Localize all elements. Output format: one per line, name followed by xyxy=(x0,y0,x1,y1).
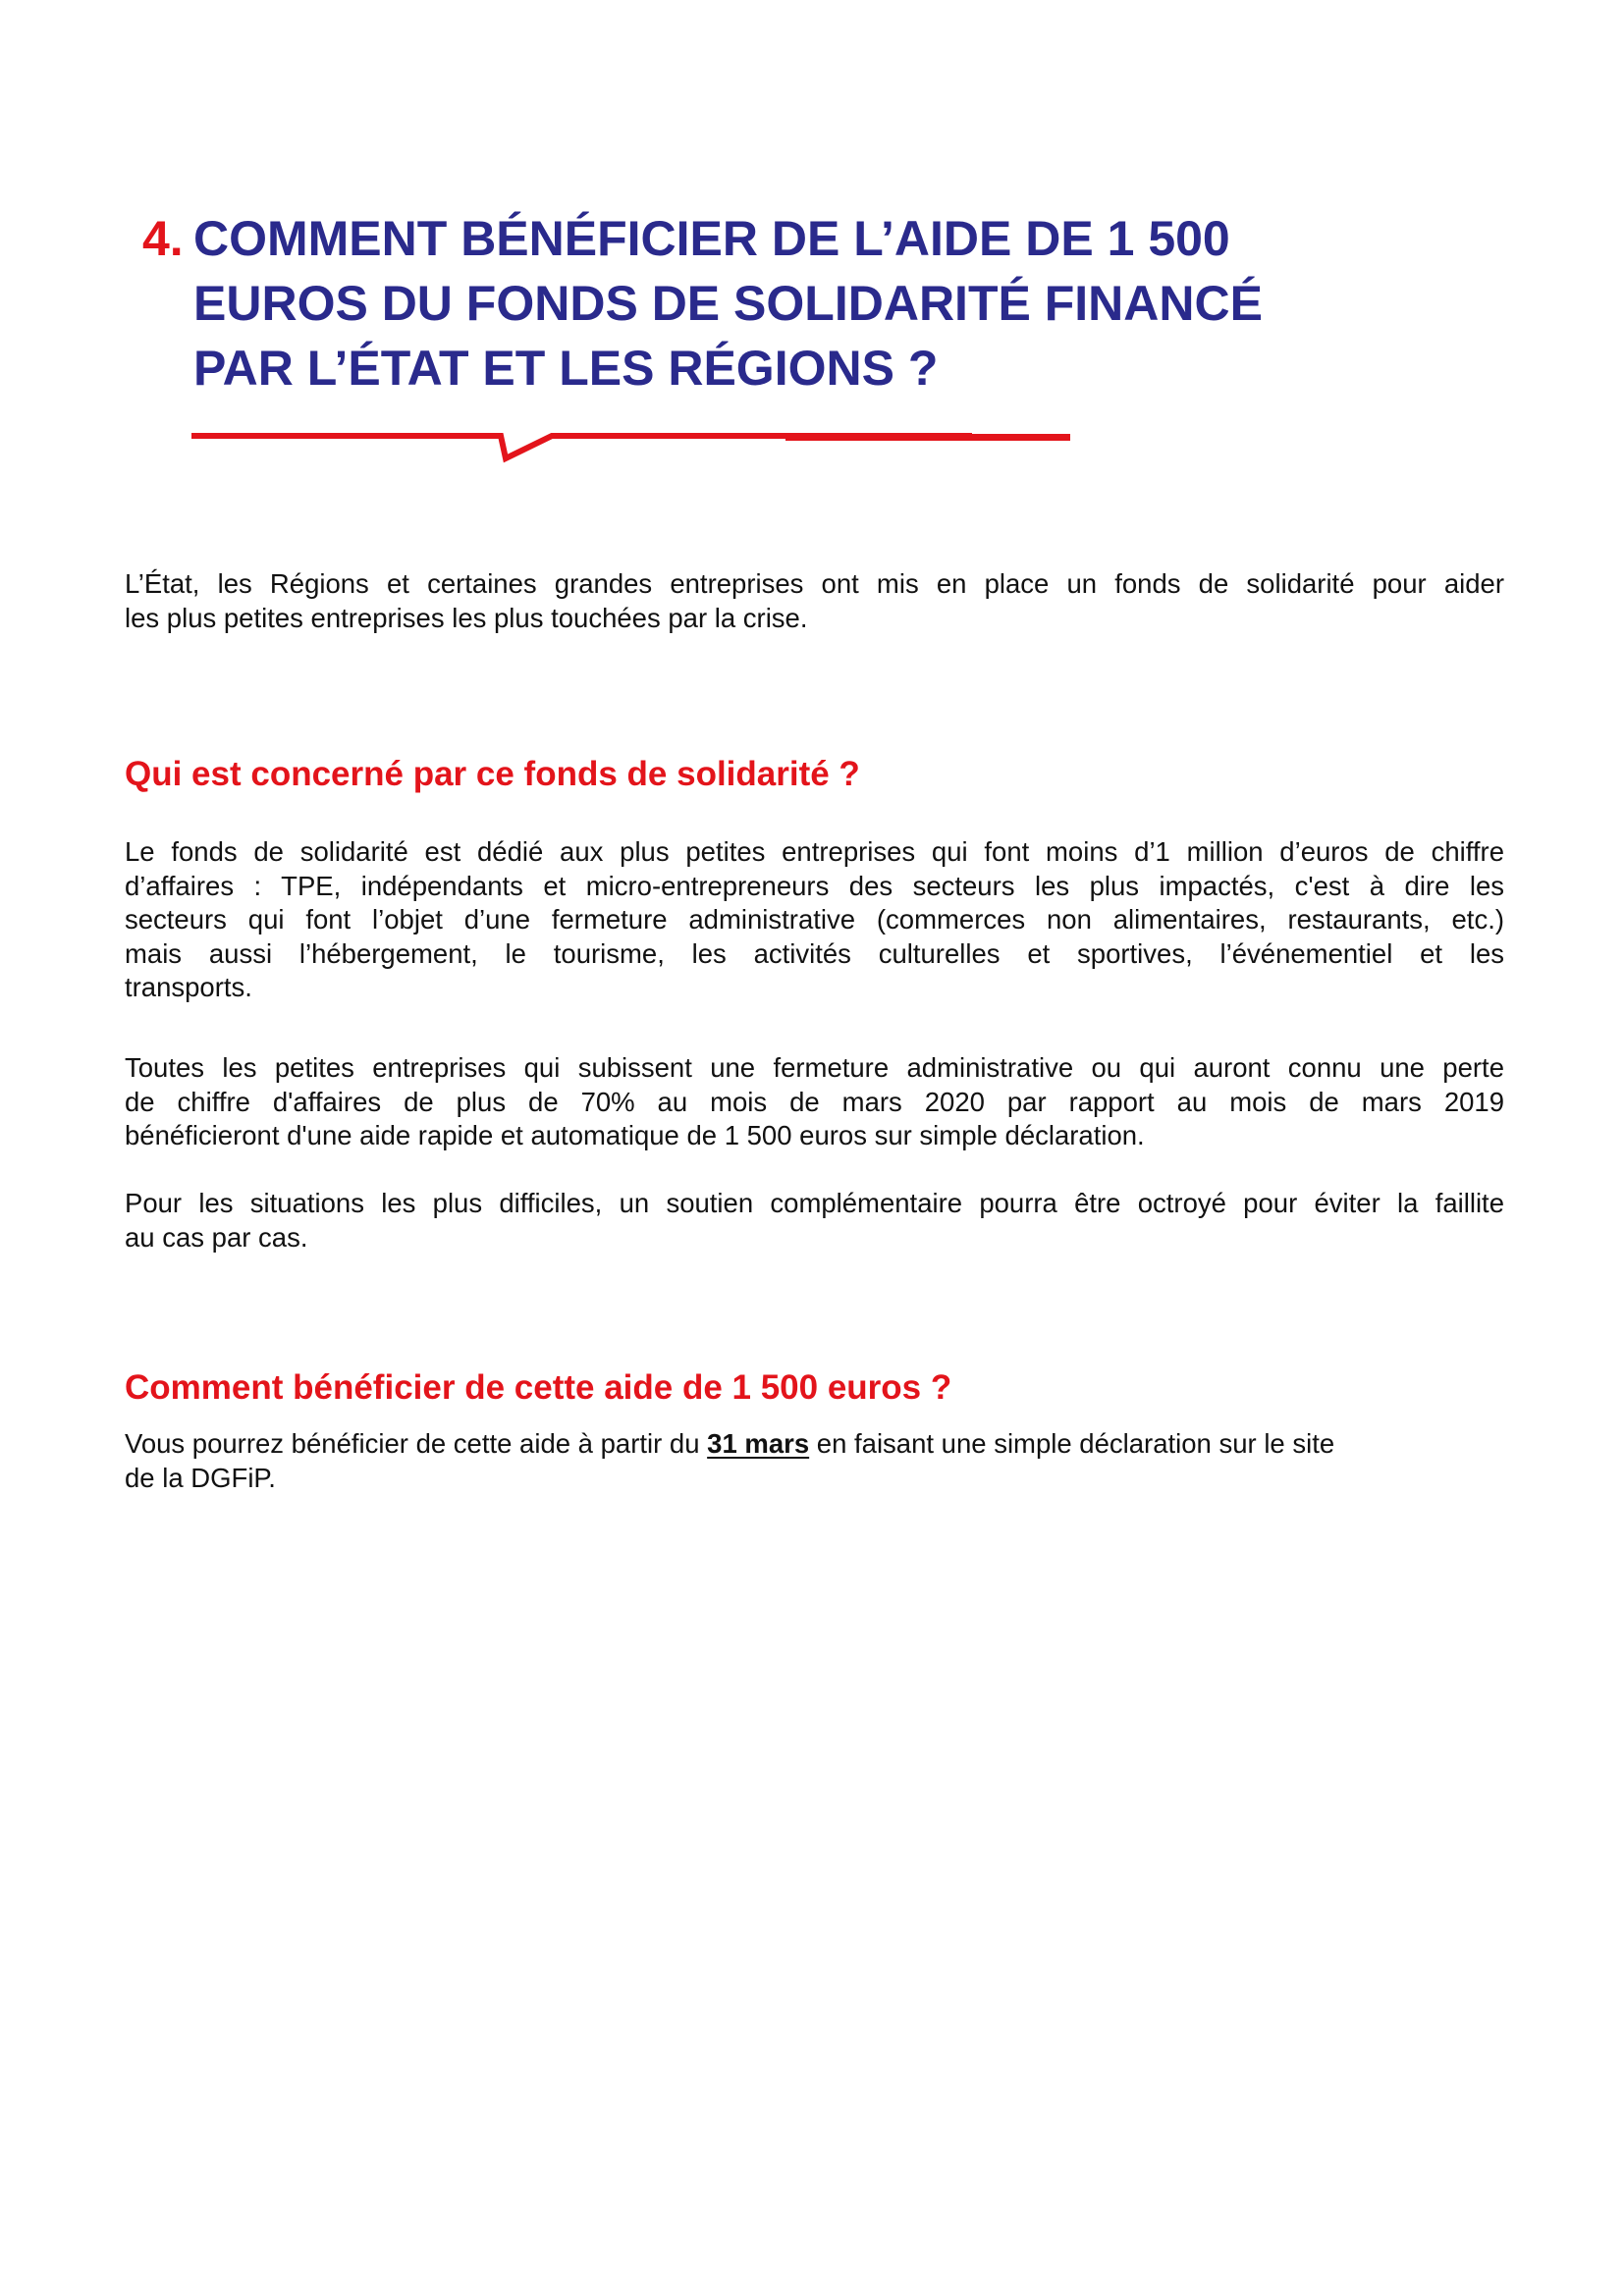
title-line-3: PAR L’ÉTAT ET LES RÉGIONS ? xyxy=(193,341,939,396)
title-underline-decoration xyxy=(187,417,1070,476)
who-p1-line-3: secteurs qui font l’objet d’une fermeture administrative (commerces non alimentaires, restaurants, etc.) xyxy=(125,904,1504,934)
who-p1-line-2: d’affaires : TPE, indépendants et micro-entrepreneurs des secteurs les plus impactés, c'est à dire les xyxy=(125,870,1504,901)
title-line-1: COMMENT BÉNÉFICIER DE L’AIDE DE 1 500 xyxy=(193,211,1230,266)
who-paragraph-3 xyxy=(125,1187,1504,1255)
title-line-2: EUROS DU FONDS DE SOLIDARITÉ FINANCÉ xyxy=(193,276,1263,331)
intro-line-2: les plus petites entreprises les plus touchées par la crise. xyxy=(125,602,808,633)
who-p1-line-4: mais aussi l’hébergement, le tourisme, les activités culturelles et sportives, l’événementiel et les xyxy=(125,937,1504,969)
section-heading-how: Comment bénéficier de cette aide de 1 500 euros ? xyxy=(125,1368,952,1407)
who-p2-line-3: bénéficieront d'une aide rapide et automatique de 1 500 euros sur simple déclaration. xyxy=(125,1120,1145,1150)
who-paragraph-1 xyxy=(125,835,1504,1005)
who-p3-line-1: Pour les situations les plus difficiles, un soutien complémentaire pourra être octroyé pour éviter la faillite xyxy=(125,1188,1504,1218)
deadline-date: 31 mars xyxy=(707,1428,810,1459)
who-p1-line-5: transports. xyxy=(125,972,252,1002)
who-p1-line-1: Le fonds de solidarité est dédié aux plus petites entreprises qui font moins d’1 million d’euros de chiffre xyxy=(125,836,1504,867)
how-line-1-end: en faisant une simple déclaration sur le site xyxy=(809,1428,1335,1459)
title-number: 4. xyxy=(142,211,184,266)
how-paragraph xyxy=(125,1427,1504,1495)
who-p2-line-2: de chiffre d'affaires de plus de 70% au mois de mars 2020 par rapport au mois de mars 2019 xyxy=(125,1086,1504,1117)
who-p3-line-2: au cas par cas. xyxy=(125,1221,308,1253)
how-line-2: de la DGFiP. xyxy=(125,1462,276,1493)
intro-paragraph xyxy=(125,567,1504,635)
who-paragraph-2 xyxy=(125,1051,1504,1153)
how-line-1 xyxy=(125,1427,1504,1462)
how-line-1-start: Vous pourrez bénéficier de cette aide à partir du xyxy=(125,1428,708,1459)
title-text xyxy=(193,206,1372,400)
intro-line-1: L’État, les Régions et certaines grandes entreprises ont mis en place un fonds de solidarité pour aider xyxy=(125,568,1504,599)
section-heading-who: Qui est concerné par ce fonds de solidarité ? xyxy=(125,755,860,793)
who-p2-line-1: Toutes les petites entreprises qui subissent une fermeture administrative ou qui auront connu une perte xyxy=(125,1052,1504,1083)
